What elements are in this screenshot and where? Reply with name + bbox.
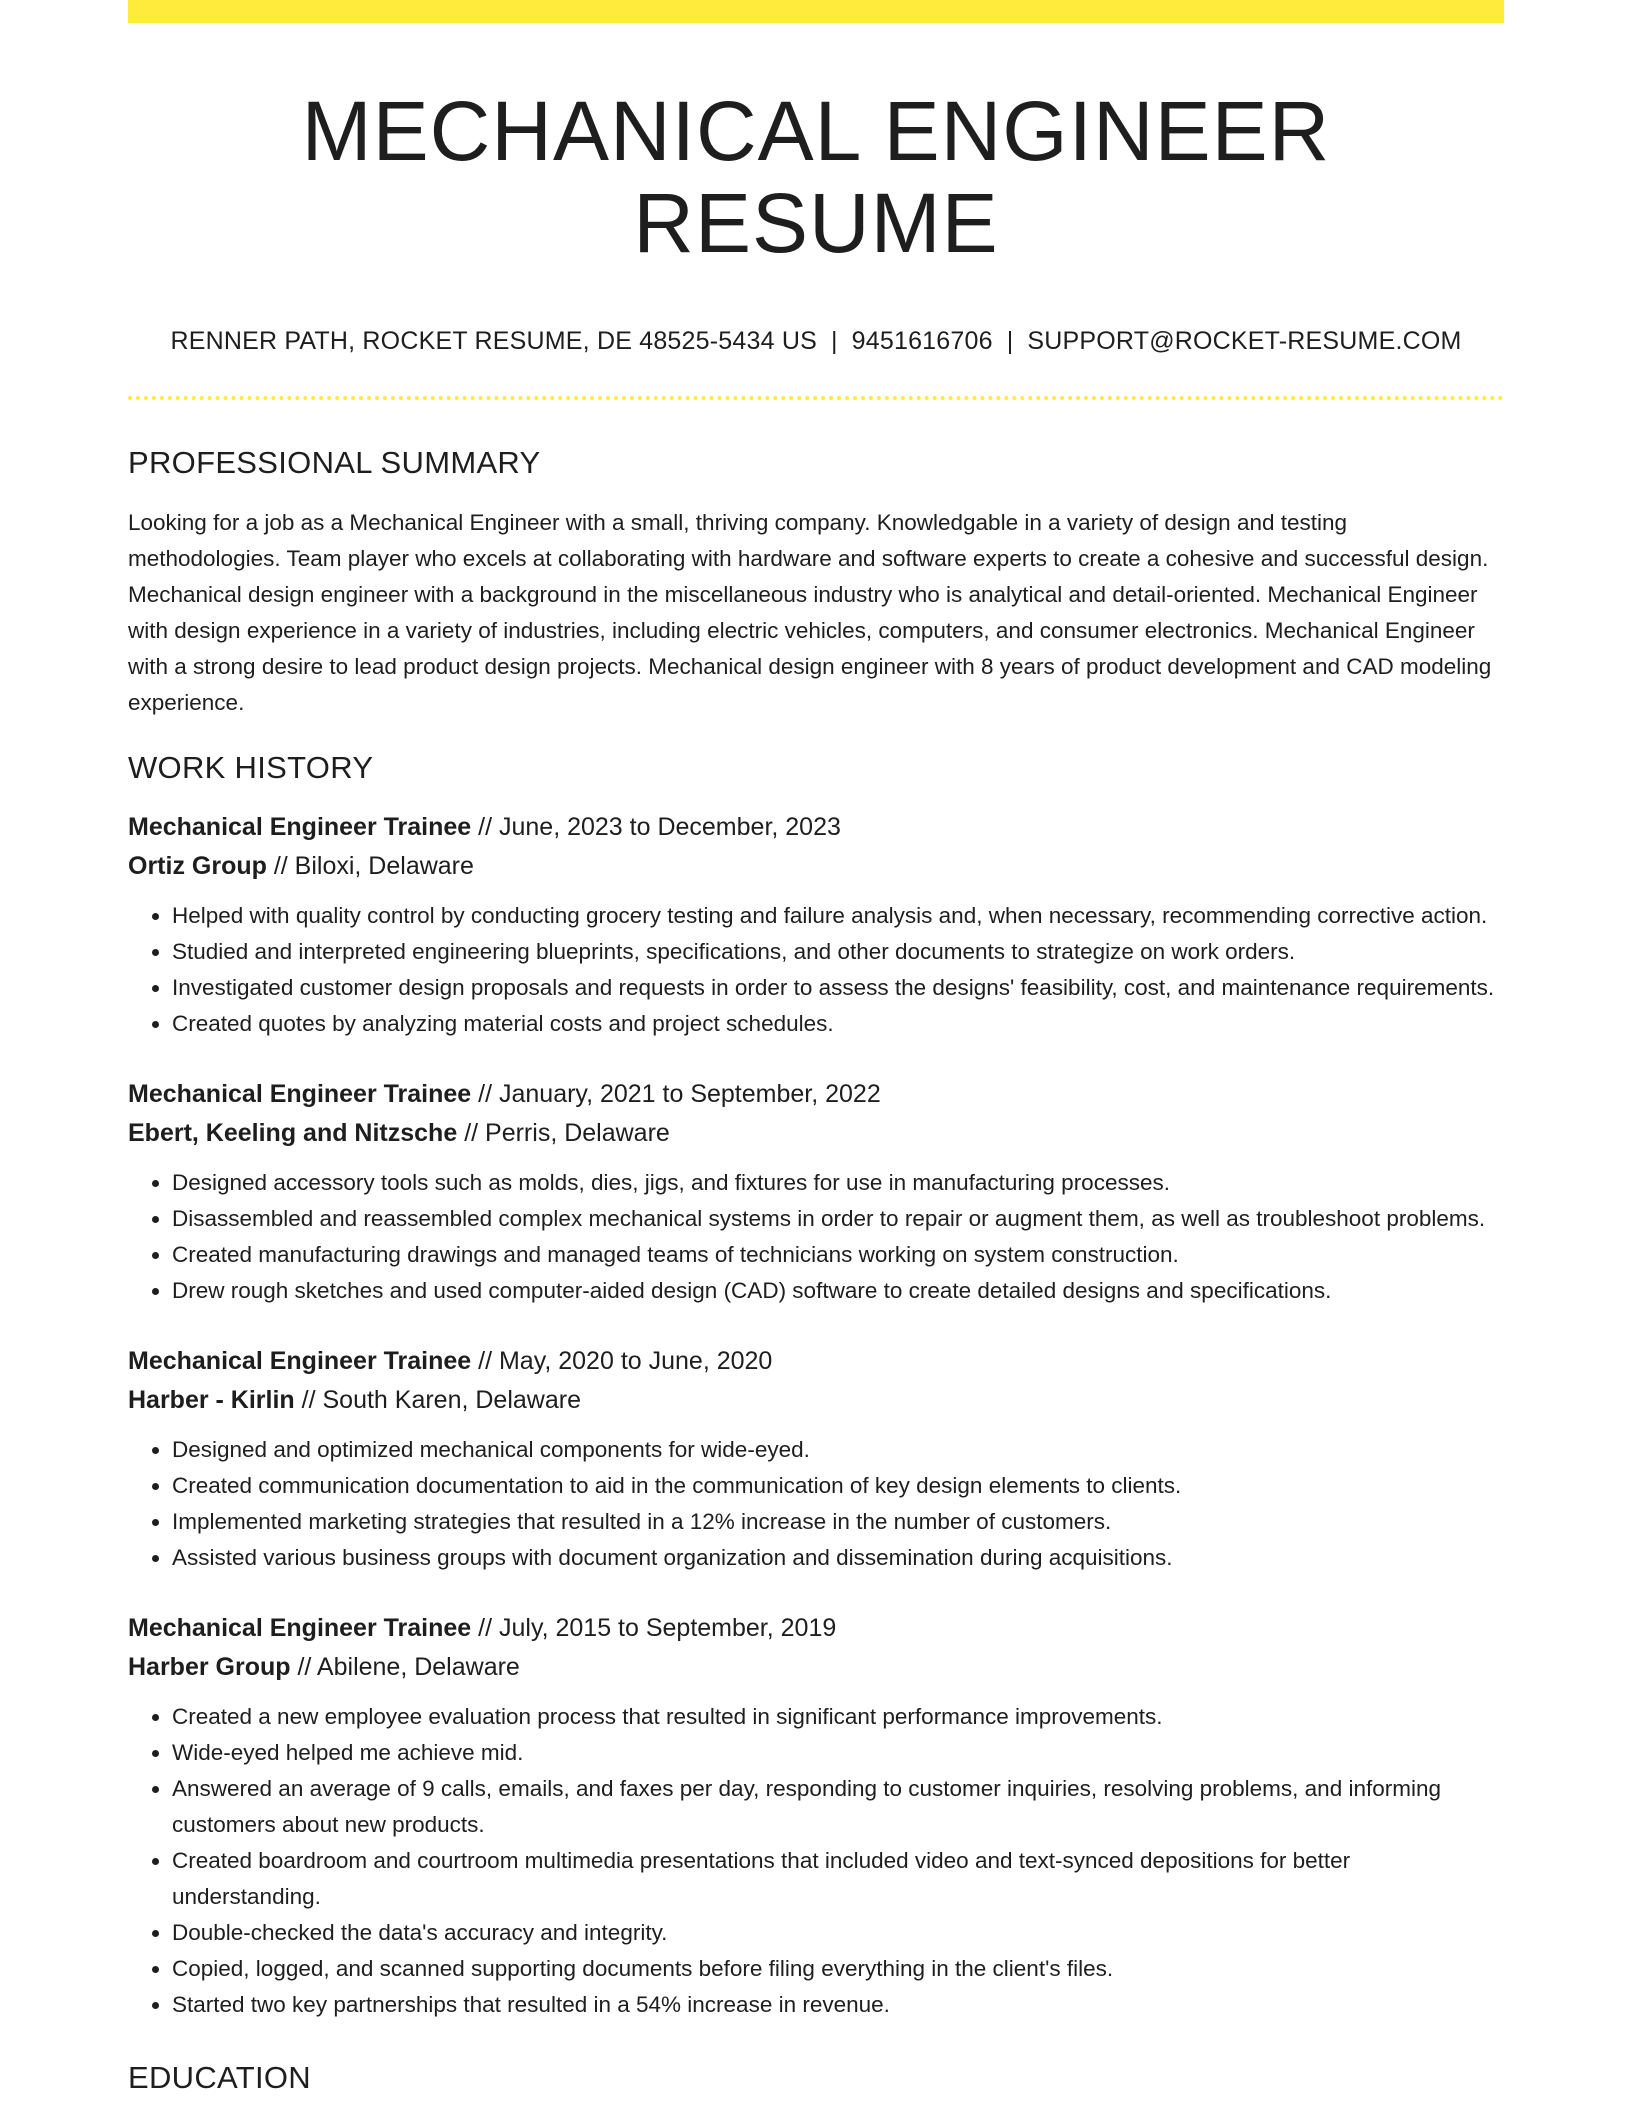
job-bullet: • Double-checked the data's accuracy and integrity.: [172, 1915, 1504, 1951]
job-dates: // May, 2020 to June, 2020: [471, 1347, 773, 1376]
job-bullet: • Disassembled and reassembled complex mechanical systems in order to repair or augment them, as well as troubleshoot problems.: [172, 1201, 1504, 1237]
job-dates: // January, 2021 to September, 2022: [471, 1080, 881, 1109]
contact-separator: |: [830, 326, 838, 355]
education-heading: EDUCATION: [128, 2060, 311, 2096]
job-bullet: • Designed and optimized mechanical components for wide-eyed.: [172, 1432, 1504, 1468]
contact-address: RENNER PATH, ROCKET RESUME, DE 48525-5434 US: [170, 326, 817, 355]
job-bullet: • Implemented marketing strategies that resulted in a 12% increase in the number of customers.: [172, 1504, 1504, 1540]
job-bullet: • Assisted various business groups with document organization and dissemination during acquisitions.: [172, 1540, 1504, 1576]
job-title-line: [128, 1075, 1504, 1114]
job-entry: [128, 808, 1504, 1042]
job-company: Harber Group: [128, 1653, 291, 1682]
job-bullet: • Copied, logged, and scanned supporting documents before filing everything in the client's files.: [172, 1951, 1504, 1987]
job-bullet: • Started two key partnerships that resulted in a 54% increase in revenue.: [172, 1987, 1504, 2023]
job-title-line: [128, 1609, 1504, 1648]
job-bullet: • Wide-eyed helped me achieve mid.: [172, 1735, 1504, 1771]
job-title: Mechanical Engineer Trainee: [128, 1347, 472, 1376]
job-bullet: • Created quotes by analyzing material costs and project schedules.: [172, 1006, 1504, 1042]
accent-bar: [128, 0, 1504, 23]
job-bullet: • Created communication documentation to aid in the communication of key design elements to clients.: [172, 1468, 1504, 1504]
resume-title: MECHANICAL ENGINEER RESUME: [301, 84, 1331, 271]
job-bullet: • Drew rough sketches and used computer-aided design (CAD) software to create detailed designs and specifications.: [172, 1273, 1504, 1309]
resume-page: [128, 0, 1504, 2096]
contact-phone: 9451616706: [851, 326, 993, 355]
summary-text: Looking for a job as a Mechanical Engineer with a small, thriving company. Knowledgable in a variety of design and testing methodologies. Team player who excels at collaborating with hardware and software experts to create a cohesive and successful design. Mechanical design engineer with a background in the miscellaneous industry who is analytical and detail-oriented. Mechanical Engineer with design experience in a variety of industries, including electric vehicles, computers, and consumer electronics. Mechanical Engineer with a strong desire to lead product design projects. Mechanical design engineer with 8 years of product development and CAD modeling experience.: [128, 509, 1492, 715]
job-company-line: [128, 1381, 1504, 1420]
job-title: Mechanical Engineer Trainee: [128, 813, 472, 842]
job-entry: [128, 1342, 1504, 1576]
job-location: // Abilene, Delaware: [290, 1653, 520, 1682]
job-company: Ortiz Group: [128, 852, 267, 881]
job-bullets: [128, 1699, 1504, 2023]
contact-email: SUPPORT@ROCKET-RESUME.COM: [1027, 326, 1462, 355]
job-dates: // July, 2015 to September, 2019: [471, 1614, 837, 1643]
work-history-heading: WORK HISTORY: [128, 749, 374, 785]
job-dates: // June, 2023 to December, 2023: [471, 813, 841, 842]
job-bullet: • Created boardroom and courtroom multimedia presentations that included video and text-synced depositions for better understanding.: [172, 1843, 1504, 1915]
job-bullet: • Answered an average of 9 calls, emails, and faxes per day, responding to customer inquiries, resolving problems, and informing customers about new products.: [172, 1771, 1504, 1843]
job-bullet: • Studied and interpreted engineering blueprints, specifications, and other documents to strategize on work orders.: [172, 934, 1504, 970]
job-bullet: • Created a new employee evaluation process that resulted in significant performance improvements.: [172, 1699, 1504, 1735]
job-bullets: [128, 1432, 1504, 1576]
job-bullet: • Helped with quality control by conducting grocery testing and failure analysis and, when necessary, recommending corrective action.: [172, 898, 1504, 934]
job-title-line: [128, 1342, 1504, 1381]
job-title: Mechanical Engineer Trainee: [128, 1080, 472, 1109]
job-company: Ebert, Keeling and Nitzsche: [128, 1119, 458, 1148]
dotted-divider: [128, 396, 1504, 400]
job-company-line: [128, 1648, 1504, 1687]
job-title-line: [128, 808, 1504, 847]
job-entry: [128, 1609, 1504, 2023]
job-company-line: [128, 847, 1504, 886]
job-bullet: • Designed accessory tools such as molds, dies, jigs, and fixtures for use in manufacturing processes.: [172, 1165, 1504, 1201]
contact-line: [128, 326, 1504, 356]
work-history-list: [128, 808, 1504, 2023]
job-bullet: • Investigated customer design proposals and requests in order to assess the designs' feasibility, cost, and maintenance requirements.: [172, 970, 1504, 1006]
job-location: // Perris, Delaware: [457, 1119, 670, 1148]
job-location: // South Karen, Delaware: [294, 1386, 581, 1415]
contact-separator: |: [1006, 326, 1014, 355]
job-title: Mechanical Engineer Trainee: [128, 1614, 472, 1643]
job-bullet: • Created manufacturing drawings and managed teams of technicians working on system construction.: [172, 1237, 1504, 1273]
job-company: Harber - Kirlin: [128, 1386, 295, 1415]
job-bullets: [128, 1165, 1504, 1309]
summary-heading: PROFESSIONAL SUMMARY: [128, 444, 541, 480]
job-company-line: [128, 1114, 1504, 1153]
job-location: // Biloxi, Delaware: [266, 852, 474, 881]
job-entry: [128, 1075, 1504, 1309]
job-bullets: [128, 898, 1504, 1042]
